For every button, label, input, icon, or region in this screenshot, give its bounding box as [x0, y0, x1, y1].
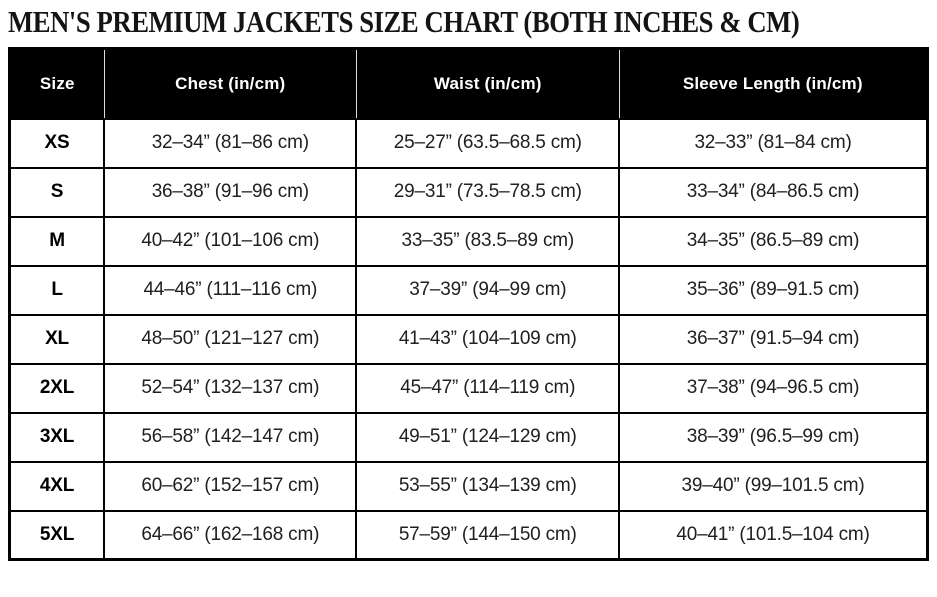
waist-cell: 29–31” (73.5–78.5 cm)	[356, 168, 619, 217]
sleeve-cell: 34–35” (86.5–89 cm)	[619, 217, 927, 266]
chest-cell: 64–66” (162–168 cm)	[104, 511, 356, 560]
size-cell: 5XL	[10, 511, 105, 560]
waist-cell: 49–51” (124–129 cm)	[356, 413, 619, 462]
table-row	[10, 364, 928, 413]
size-cell: 4XL	[10, 462, 105, 511]
sleeve-cell: 35–36” (89–91.5 cm)	[619, 266, 927, 315]
table-row	[10, 217, 928, 266]
sleeve-cell: 33–34” (84–86.5 cm)	[619, 168, 927, 217]
waist-cell: 41–43” (104–109 cm)	[356, 315, 619, 364]
size-chart-table	[8, 47, 929, 561]
table-row	[10, 266, 928, 315]
sleeve-cell: 40–41” (101.5–104 cm)	[619, 511, 927, 560]
size-cell: 3XL	[10, 413, 105, 462]
header-row	[10, 49, 928, 119]
chest-cell: 40–42” (101–106 cm)	[104, 217, 356, 266]
table-row	[10, 168, 928, 217]
chest-cell: 36–38” (91–96 cm)	[104, 168, 356, 217]
size-cell: M	[10, 217, 105, 266]
column-header-sleeve: Sleeve Length (in/cm)	[619, 49, 927, 119]
size-cell: XS	[10, 119, 105, 168]
table-row	[10, 462, 928, 511]
chest-cell: 56–58” (142–147 cm)	[104, 413, 356, 462]
waist-cell: 57–59” (144–150 cm)	[356, 511, 619, 560]
column-header-size: Size	[10, 49, 105, 119]
chest-cell: 60–62” (152–157 cm)	[104, 462, 356, 511]
chest-cell: 48–50” (121–127 cm)	[104, 315, 356, 364]
column-header-waist: Waist (in/cm)	[356, 49, 619, 119]
sleeve-cell: 38–39” (96.5–99 cm)	[619, 413, 927, 462]
table-body	[10, 119, 928, 560]
column-header-chest: Chest (in/cm)	[104, 49, 356, 119]
chest-cell: 52–54” (132–137 cm)	[104, 364, 356, 413]
table-row	[10, 413, 928, 462]
sleeve-cell: 39–40” (99–101.5 cm)	[619, 462, 927, 511]
sleeve-cell: 37–38” (94–96.5 cm)	[619, 364, 927, 413]
chest-cell: 44–46” (111–116 cm)	[104, 266, 356, 315]
waist-cell: 25–27” (63.5–68.5 cm)	[356, 119, 619, 168]
table-row	[10, 119, 928, 168]
size-cell: XL	[10, 315, 105, 364]
size-cell: S	[10, 168, 105, 217]
waist-cell: 37–39” (94–99 cm)	[356, 266, 619, 315]
waist-cell: 33–35” (83.5–89 cm)	[356, 217, 619, 266]
sleeve-cell: 36–37” (91.5–94 cm)	[619, 315, 927, 364]
size-cell: L	[10, 266, 105, 315]
waist-cell: 53–55” (134–139 cm)	[356, 462, 619, 511]
waist-cell: 45–47” (114–119 cm)	[356, 364, 619, 413]
page-title: MEN'S PREMIUM JACKETS SIZE CHART (BOTH INCHES & CM)	[8, 4, 800, 39]
table-row	[10, 511, 928, 560]
table-row	[10, 315, 928, 364]
sleeve-cell: 32–33” (81–84 cm)	[619, 119, 927, 168]
size-cell: 2XL	[10, 364, 105, 413]
chest-cell: 32–34” (81–86 cm)	[104, 119, 356, 168]
table-header	[10, 49, 928, 119]
